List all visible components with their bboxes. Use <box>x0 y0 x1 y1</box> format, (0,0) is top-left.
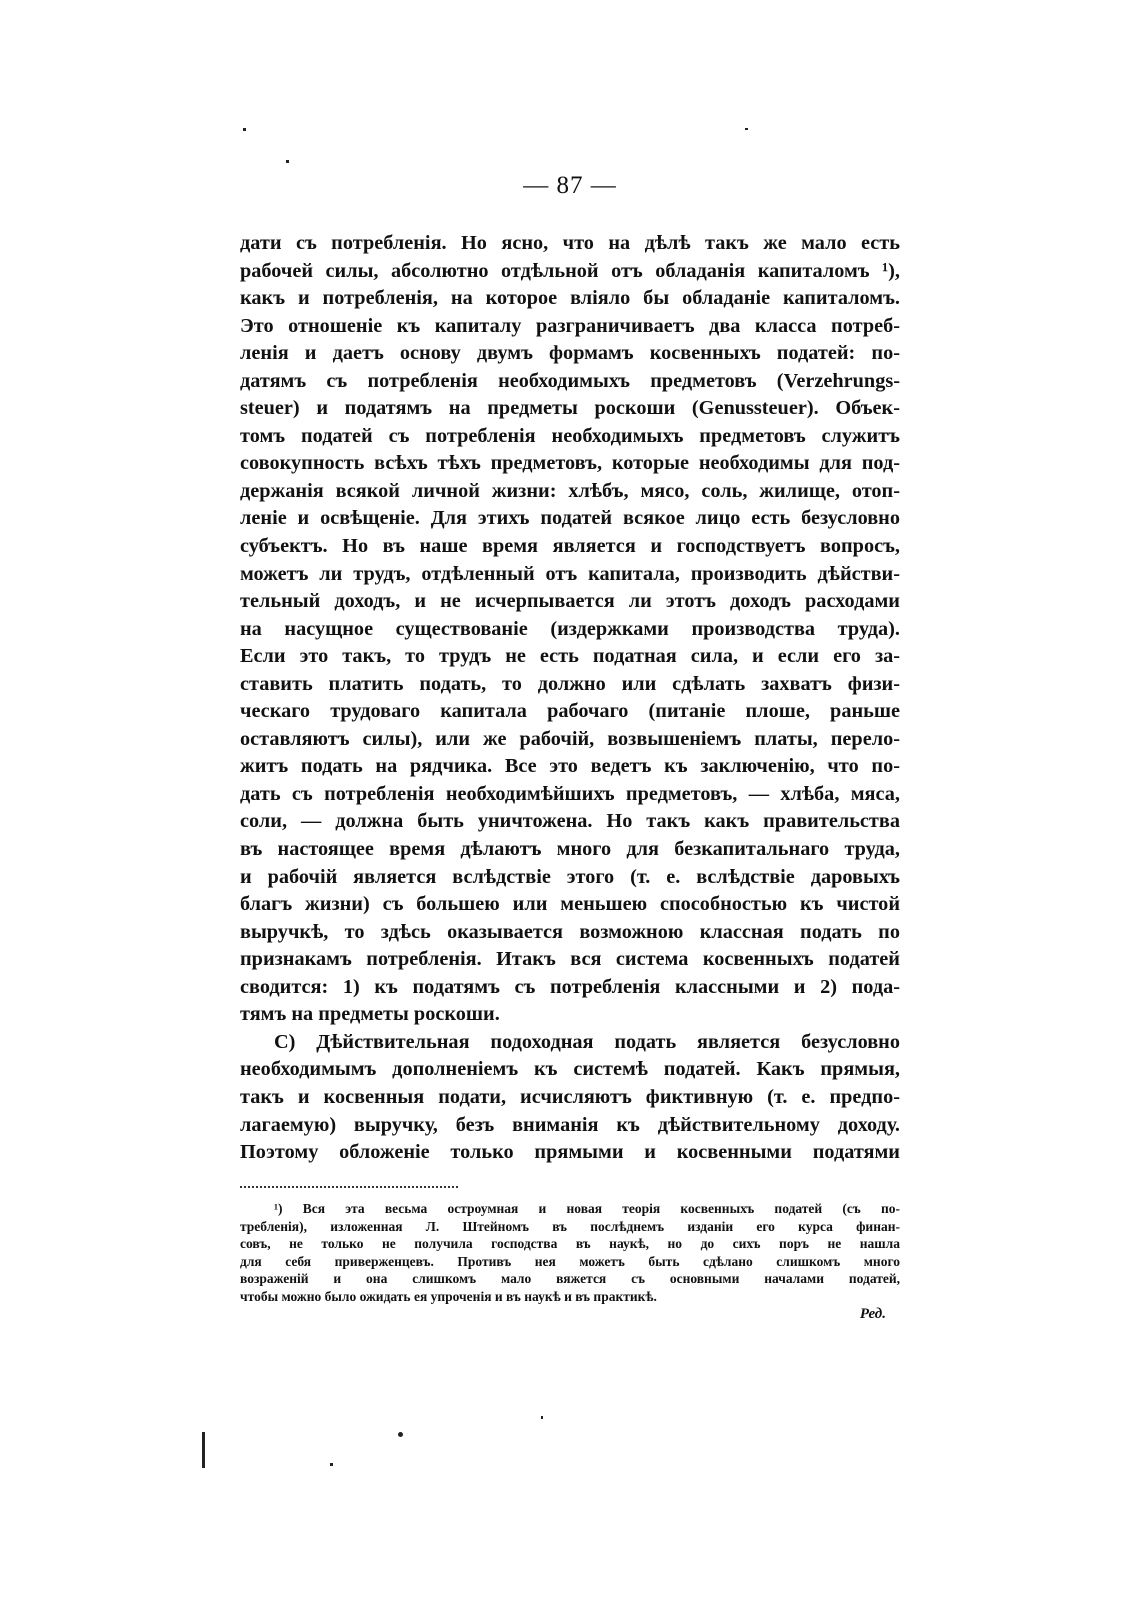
text-line: Если это такъ, то трудъ не есть податная сила, и если его за- <box>240 645 900 668</box>
text-line: steuer) и податямъ на предметы роскоши (Genussteuer). Объек- <box>240 397 900 420</box>
text-line: лагаемую) выручку, безъ вниманія къ дѣйствительному доходу. <box>240 1113 900 1136</box>
scan-speck <box>745 128 748 130</box>
text-line: какъ и потребленія, на которое вліяло бы обладаніе капиталомъ. <box>240 287 900 310</box>
text-line: въ настоящее время дѣлаютъ много для безкапитальнаго труда, <box>240 838 900 861</box>
text-line: дать съ потребленія необходимѣйшихъ предметовъ, — хлѣба, мяса, <box>240 782 900 805</box>
text-line: тельный доходъ, и не исчерпывается ли этотъ доходъ расходами <box>240 590 900 613</box>
text-line: на насущное существованіе (издержками производства труда). <box>240 617 900 640</box>
text-line: томъ податей съ потребленія необходимыхъ предметовъ служитъ <box>240 424 900 447</box>
text-line: житъ подать на рядчика. Все это ведетъ къ заключенію, что по- <box>240 755 900 778</box>
text-line: леніе и освѣщеніе. Для этихъ податей всякое лицо есть безусловно <box>240 507 900 530</box>
text-line: Это отношеніе къ капиталу разграничиваетъ два класса потреб- <box>240 314 900 337</box>
text-line: дати съ потребленія. Но ясно, что на дѣлѣ такъ же мало есть <box>240 232 900 254</box>
text-line: благъ жизни) съ большею или меньшею способностью къ чистой <box>240 893 900 916</box>
text-line: Поэтому обложеніе только прямыми и косвенными податями <box>240 1141 900 1164</box>
text-line: тямъ на предметы роскоши. <box>240 1003 500 1026</box>
text-line: держанія всякой личной жизни: хлѣбъ, мясо, соль, жилище, отоп- <box>240 479 900 502</box>
text-line: С) Дѣйствительная подоходная подать является безусловно <box>274 1030 900 1053</box>
scan-speck <box>398 1432 403 1437</box>
text-line: рабочей силы, абсолютно отдѣльной отъ обладанія капиталомъ ¹), <box>240 259 900 282</box>
main-text <box>240 230 900 1167</box>
footnote <box>240 1200 900 1323</box>
text-line: выручкѣ, то здѣсь оказывается возможною классная подать по <box>240 920 900 943</box>
text-line: необходимымъ дополненіемъ къ системѣ податей. Какъ прямыя, <box>240 1058 900 1081</box>
footnote-separator <box>240 1186 458 1188</box>
footnote-line: ¹) Вся эта весьма остроумная и новая теорія косвенныхъ податей (съ по- <box>274 1201 900 1216</box>
text-line: ческаго трудоваго капитала рабочаго (питаніе плоше, раньше <box>240 700 900 723</box>
footnote-line: возраженій и она слишкомъ мало вяжется съ основными началами податей, <box>240 1271 900 1287</box>
text-line: субъектъ. Но въ наше время является и господствуетъ вопросъ, <box>240 535 900 558</box>
text-line: такъ и косвенныя подати, исчисляютъ фиктивную (т. е. предпо- <box>240 1085 900 1108</box>
text-line: совокупность всѣхъ тѣхъ предметовъ, которые необходимы для под- <box>240 452 900 475</box>
scan-speck <box>286 160 289 163</box>
text-line: ставить платить подать, то должно или сдѣлать захватъ физи- <box>240 672 900 695</box>
footnote-line: требленія), изложенная Л. Штейномъ въ послѣднемъ изданіи его курса финан- <box>240 1218 900 1234</box>
text-line: и рабочій является вслѣдствіе этого (т. е. вслѣдствіе даровыхъ <box>240 865 900 888</box>
footnote-line: чтобы можно было ожидать ея упроченія и въ наукѣ и въ практикѣ. <box>240 1288 657 1304</box>
scan-speck <box>541 1416 543 1419</box>
text-line: ленія и даетъ основу двумъ формамъ косвенныхъ податей: по- <box>240 342 900 365</box>
scan-speck <box>330 1463 333 1466</box>
text-line: можетъ ли трудъ, отдѣленный отъ капитала, производить дѣйстви- <box>240 562 900 585</box>
text-line: датямъ съ потребленія необходимыхъ предметовъ (Verzehrungs- <box>240 369 900 392</box>
editor-signature: Ред. <box>859 1305 886 1322</box>
footnote-line: совъ, не только не получила господства въ наукѣ, но до сихъ поръ не нашла <box>240 1236 900 1252</box>
footnote-line: для себя приверженцевъ. Противъ нея можетъ быть сдѣлано слишкомъ много <box>240 1253 900 1269</box>
text-line: оставляютъ силы), или же рабочій, возвышеніемъ платы, перело- <box>240 727 900 750</box>
scan-speck <box>243 128 246 131</box>
text-line: соли, — должна быть уничтожена. Но такъ какъ правительства <box>240 810 900 833</box>
text-line: сводится: 1) къ податямъ съ потребленія классными и 2) пода- <box>240 975 900 998</box>
scan-speck <box>202 1432 205 1468</box>
text-line: признакамъ потребленія. Итакъ вся система косвенныхъ податей <box>240 948 900 971</box>
page-number: — 87 — <box>523 172 617 199</box>
